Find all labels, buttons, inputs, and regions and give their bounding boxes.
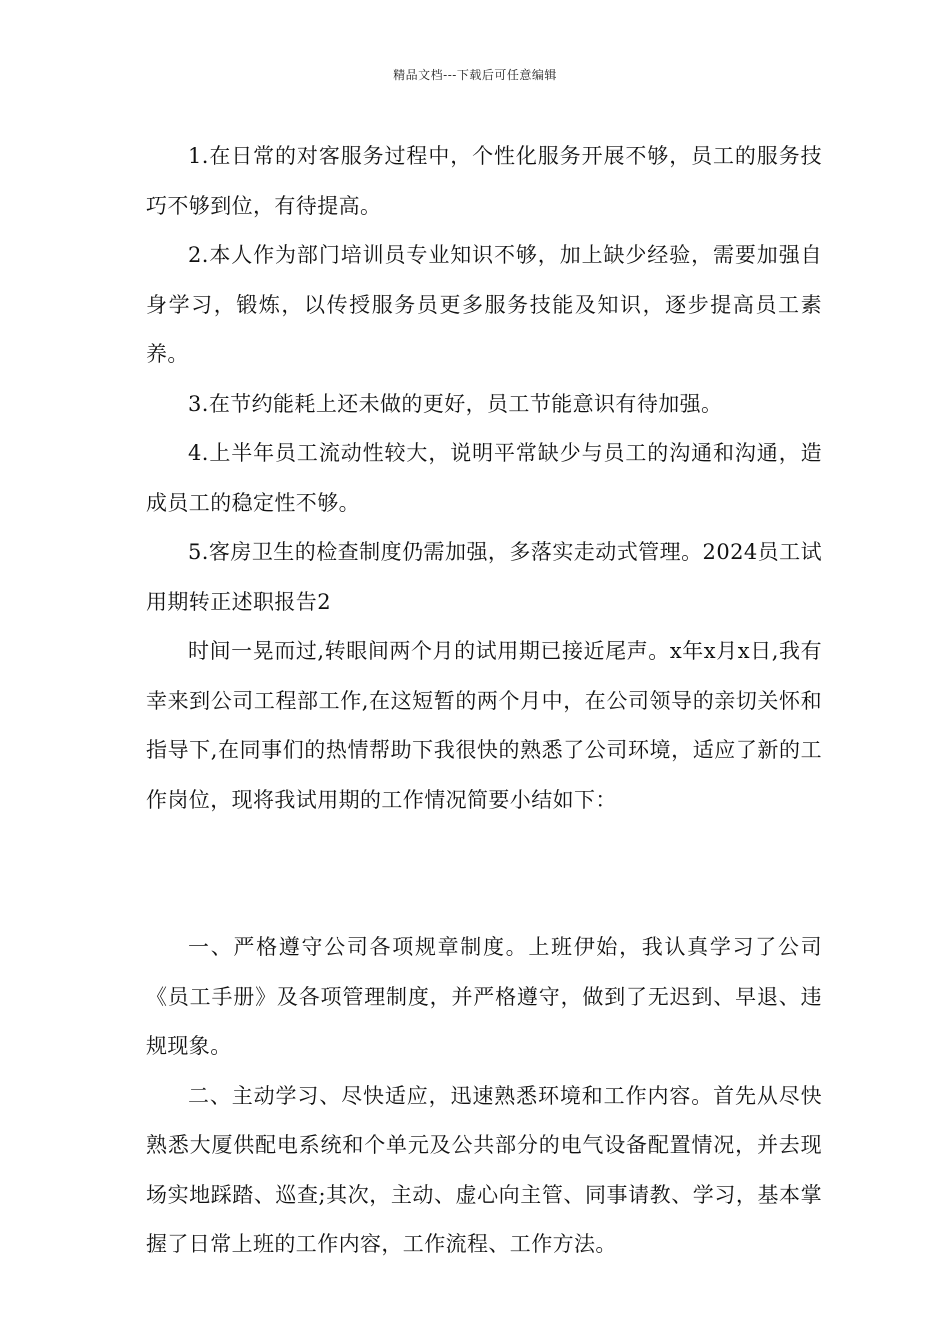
paragraph-section-1: 一、严格遵守公司各项规章制度。上班伊始，我认真学习了公司《员工手册》及各项管理制度，并严格遵守，做到了无迟到、早退、违规现象。: [146, 935, 822, 1058]
page-header: 精品文档---下载后可任意编辑: [393, 68, 557, 82]
paragraph-item-5: 5.客房卫生的检查制度仍需加强，多落实走动式管理。2024员工试用期转正述职报告2: [146, 540, 822, 614]
paragraph-item-1: 1.在日常的对客服务过程中，个性化服务开展不够，员工的服务技巧不够到位，有待提高。: [146, 144, 822, 218]
paragraph-intro: 时间一晃而过,转眼间两个月的试用期已接近尾声。x年x月x日,我有幸来到公司工程部工作,在这短暂的两个月中，在公司领导的亲切关怀和指导下,在同事们的热情帮助下我很快的熟悉了公司环境，适应了新的工作岗位，现将我试用期的工作情况简要小结如下：: [146, 639, 822, 812]
paragraph-item-2: 2.本人作为部门培训员专业知识不够，加上缺少经验，需要加强自身学习，锻炼，以传授服务员更多服务技能及知识，逐步提高员工素养。: [146, 243, 822, 366]
document-body: [146, 132, 822, 1270]
section-spacer: [146, 825, 822, 923]
paragraph-section-2: 二、主动学习、尽快适应，迅速熟悉环境和工作内容。首先从尽快熟悉大厦供配电系统和个单元及公共部分的电气设备配置情况，并去现场实地踩踏、巡查;其次，主动、虚心向主管、同事请教、学习，基本掌握了日常上班的工作内容，工作流程、工作方法。: [146, 1083, 822, 1256]
paragraph-item-3: 3.在节约能耗上还未做的更好，员工节能意识有待加强。: [188, 391, 723, 416]
paragraph-item-4: 4.上半年员工流动性较大，说明平常缺少与员工的沟通和沟通，造成员工的稳定性不够。: [146, 441, 822, 515]
